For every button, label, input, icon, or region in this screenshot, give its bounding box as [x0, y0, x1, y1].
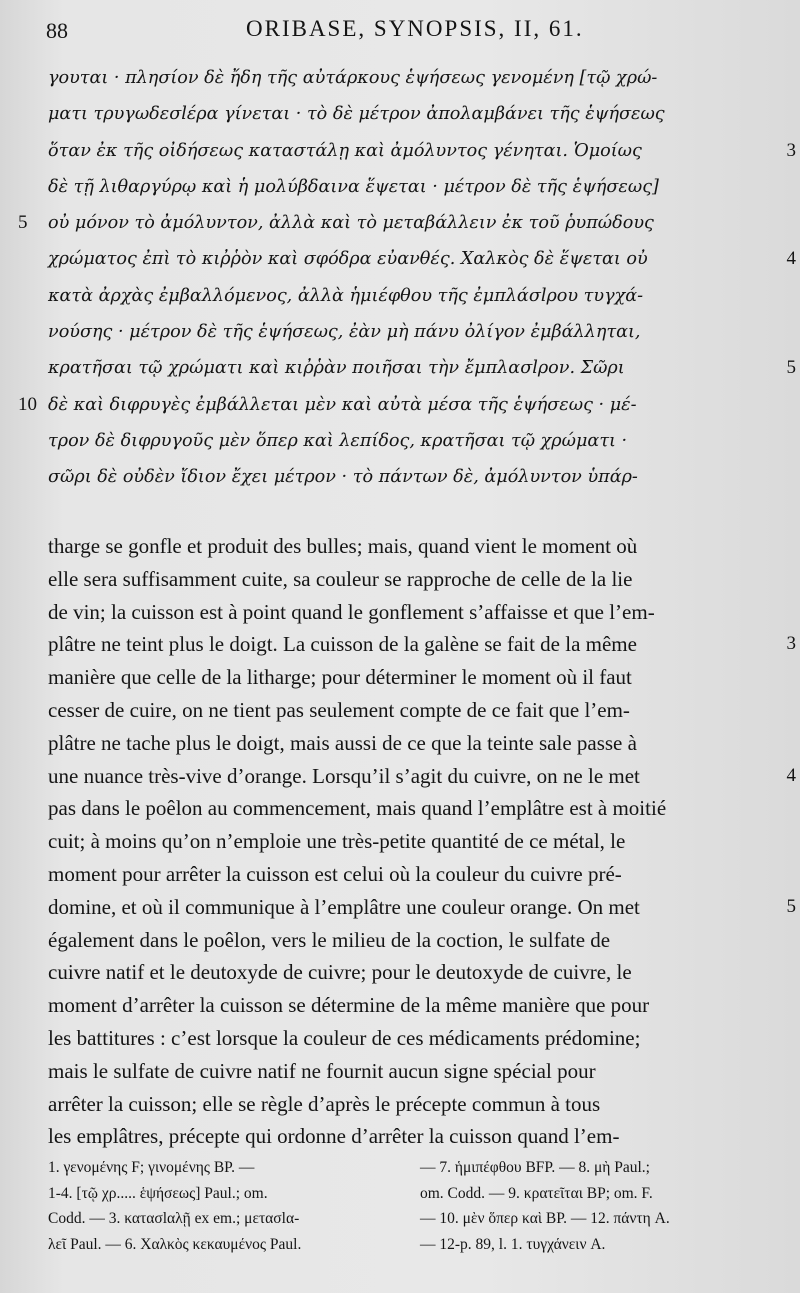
footnote-row [0, 1206, 800, 1232]
line-number: 5 [18, 212, 28, 234]
french-line [0, 1055, 800, 1088]
french-line-text: manière que celle de la litharge; pour déterminer le moment où il faut [48, 665, 632, 690]
footnote-right: om. Codd. — 9. κρατεῖται BP; om. F. [420, 1184, 653, 1202]
margin-note-number: 3 [786, 139, 796, 161]
greek-line [0, 133, 800, 169]
footnote-left: λεῖ Paul. — 6. Χαλκὸς κεκαυμένος Paul. [48, 1235, 302, 1253]
french-line-text: domine, et où il communique à l’emplâtre une couleur orange. On met [48, 894, 640, 919]
french-line [0, 760, 800, 793]
greek-line-text: νούσης · μέτρον δὲ τῆς ἑψήσεως, ἐὰν μὴ πάνυ ὀλίγον ἐμβάλληται, [48, 322, 641, 343]
french-line-text: plâtre ne tache plus le doigt, mais aussi de ce que la teinte sale passe à [48, 730, 637, 755]
french-line [0, 792, 800, 825]
french-line [0, 530, 800, 563]
french-line-text: une nuance très-vive d’orange. Lorsqu’il s’agit du cuivre, on ne le met [48, 763, 640, 788]
greek-line-text: γουται · πλησίον δὲ ἤδη τῆς αὐτάρκους ἑψήσεως γενομένη [τῷ χρώ- [48, 68, 658, 88]
greek-line [0, 205, 800, 241]
footnote-left: Codd. — 3. κατασlαλῇ ex em.; μετασlα- [48, 1210, 300, 1227]
greek-line-text: χρώματος ἐπὶ τὸ κιῤῥὸν καὶ σφόδρα εὐανθές. Χαλκὸς δὲ ἕψεται οὐ [48, 249, 648, 270]
french-line [0, 661, 800, 694]
line-number: 10 [18, 393, 37, 415]
greek-line [0, 423, 800, 459]
french-line-text: moment d’arrêter la cuisson se détermine de la même manière que pour [48, 993, 650, 1018]
margin-note-number: 4 [786, 764, 796, 786]
running-title: ORIBASE, SYNOPSIS, II, 61. [246, 16, 584, 41]
french-line [0, 1022, 800, 1055]
french-line-text: de vin; la cuisson est à point quand le gonflement s’affaisse et que l’em- [48, 599, 655, 624]
french-line-text: tharge se gonfle et produit des bulles; mais, quand vient le moment où [48, 534, 638, 558]
french-line-text: mais le sulfate de cuivre natif ne fournit aucun signe spécial pour [48, 1058, 596, 1083]
footnote-row [0, 1155, 800, 1181]
french-line-text: cesser de cuire, on ne tient pas seulement compte de ce fait que l’em- [48, 697, 630, 722]
greek-line-text: ὅταν ἐκ τῆς οἰδήσεως καταστάλῃ καὶ ἀμόλυντος γένηται. Ὁμοίως [48, 140, 642, 161]
footnote-left: 1. γενομένης F; γινομένης BP. — [48, 1159, 255, 1176]
margin-note-number: 4 [786, 248, 796, 270]
french-line-text: également dans le poêlon, vers le milieu de la coction, le sulfate de [48, 927, 611, 952]
french-line-text: les battitures : c’est lorsque la couleur de ces médicaments prédomine; [48, 1025, 641, 1050]
footnote-right: — 12-p. 89, l. 1. τυγχάνειν A. [420, 1235, 606, 1253]
greek-line-text: οὐ μόνον τὸ ἀμόλυντον, ἀλλὰ καὶ τὸ μεταβάλλειν ἐκ τοῦ ῥυπώδους [48, 213, 654, 234]
french-line-text: elle sera suffisamment cuite, sa couleur se rapproche de celle de la lie [48, 566, 633, 591]
greek-line [0, 60, 800, 96]
greek-line-text: δὲ καὶ διφρυγὲς ἐμβάλλεται μὲν καὶ αὐτὰ μέσα τῆς ἑψήσεως · μέ- [48, 394, 637, 415]
french-line [0, 825, 800, 858]
greek-line [0, 459, 800, 495]
french-line [0, 956, 800, 989]
greek-line [0, 169, 800, 205]
page-header [46, 16, 766, 50]
french-line [0, 694, 800, 727]
french-line-text: les emplâtres, précepte qui ordonne d’arrêter la cuisson quand l’em- [48, 1124, 620, 1149]
french-line [0, 891, 800, 924]
french-line [0, 563, 800, 596]
margin-note-number: 5 [786, 357, 796, 379]
french-line-text: moment pour arrêter la cuisson est celui où la couleur du cuivre pré- [48, 861, 622, 886]
french-line-text: cuivre natif et le deutoxyde de cuivre; pour le deutoxyde de cuivre, le [48, 960, 632, 985]
margin-note-number: 3 [786, 633, 796, 655]
french-line [0, 727, 800, 760]
greek-line [0, 314, 800, 350]
french-line [0, 1120, 800, 1153]
greek-line [0, 350, 800, 386]
french-line [0, 989, 800, 1022]
greek-line-text: τρον δὲ διφρυγοῦς μὲν ὅπερ καὶ λεπίδος, κρατῆσαι τῷ χρώματι · [48, 430, 628, 451]
greek-line-text: δὲ τῇ λιθαργύρῳ καὶ ἡ μολύβδαινα ἕψεται · μέτρον δὲ τῆς ἑψήσεως] [48, 176, 659, 197]
greek-line [0, 278, 800, 314]
french-line [0, 858, 800, 891]
french-line [0, 596, 800, 629]
french-line-text: pas dans le poêlon au commencement, mais quand l’emplâtre est à moitié [48, 796, 667, 821]
french-line-text: arrêter la cuisson; elle se règle d’après le précepte commun à tous [48, 1091, 601, 1116]
footnote-row [0, 1181, 800, 1207]
greek-line-text: σῶρι δὲ οὐδὲν ἴδιον ἔχει μέτρον · τὸ πάντων δὲ, ἀμόλυντον ὑπάρ- [48, 467, 638, 488]
greek-line [0, 387, 800, 423]
greek-line [0, 96, 800, 132]
footnote-row [0, 1232, 800, 1258]
french-line [0, 628, 800, 661]
french-line [0, 924, 800, 957]
footnote-left: 1-4. [τῷ χρ..... ἑψήσεως] Paul.; om. [48, 1184, 268, 1202]
page-number: 88 [46, 18, 68, 43]
greek-line-text: ματι τρυγωδεσlέρα γίνεται · τὸ δὲ μέτρον ἀπολαμβάνει τῆς ἑψήσεως [48, 104, 665, 125]
greek-text-block [0, 60, 800, 496]
french-translation-block [0, 530, 800, 1153]
french-line-text: plâtre ne teint plus le doigt. La cuisson de la galène se fait de la même [48, 632, 637, 657]
footnote-right: — 10. μὲν ὅπερ καὶ BP. — 12. πάντη A. [420, 1210, 670, 1227]
footnote-right: — 7. ἡμιπέφθου BFP. — 8. μὴ Paul.; [420, 1159, 650, 1176]
footnotes-block [0, 1155, 800, 1257]
greek-line [0, 241, 800, 277]
french-line-text: cuit; à moins qu’on n’emploie une très-petite quantité de ce métal, le [48, 829, 626, 854]
greek-line-text: κρατῆσαι τῷ χρώματι καὶ κιῤῥὰν ποιῆσαι τὴν ἔμπλασlρον. Σῶρι [48, 358, 625, 379]
greek-line-text: κατὰ ἀρχὰς ἐμβαλλόμενος, ἀλλὰ ἡμιέφθου τῆς ἐμπλάσlρου τυγχά- [48, 285, 644, 306]
margin-note-number: 5 [786, 895, 796, 917]
french-line [0, 1088, 800, 1121]
